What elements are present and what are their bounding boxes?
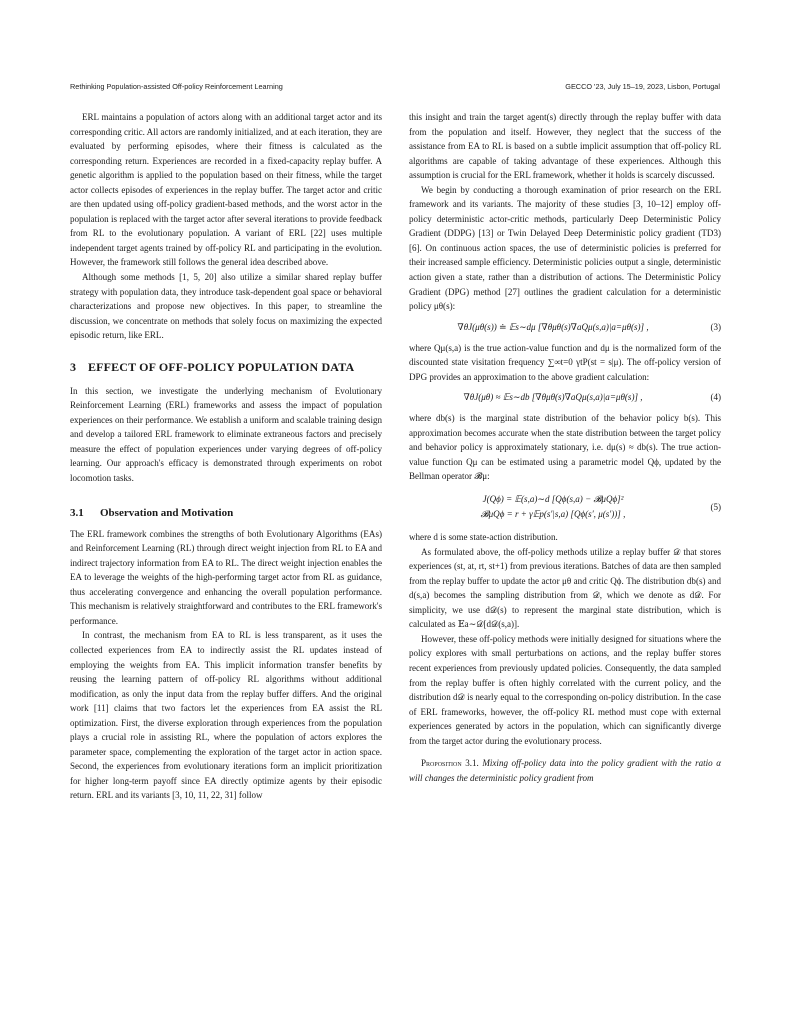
equation-body: ∇θJ(μθ(s)) ≐ 𝔼s∼dμ [∇θμθ(s)∇aQμ(s,a)|a=μθ(s)] ,	[457, 321, 649, 332]
paragraph: In contrast, the mechanism from EA to RL is less transparent, as it uses the collected experiences from EA to indirectly assist the RL updates instead of employing the weights from EA. This implicit information transfer benefits by reusing the learning pattern of off-policy RL algorithms without additional modification, as only the input data from the replay buffer differs. And the original work [11] claims that two factors let the experiences from EA assist the RL optimization. First, the diverse exploration through experiences from the population plays a crucial role in assisting RL, where the population of actors explores the parameter space, complementing the exploration of the target actor in action space. Second, the experiences from evolutionary iterations form an implicit prioritization for higher long-term payoff since EA directly optimize agents by their episodic return. ERL and its variants [3, 10, 11, 22, 31] follow	[70, 630, 382, 801]
paragraph: where Qμ(s,a) is the true action-value function and dμ is the normalized form of the discounted state visitation frequency ∑∞t=0 γtP(st = s|μ). The off-policy version of DPG provides an approximation to the above gradient calculation:	[409, 342, 721, 382]
equation-body	[409, 492, 697, 522]
subsection-heading	[70, 506, 382, 521]
paragraph: ERL maintains a population of actors along with an additional target actor and its corresponding critic. All actors are randomly initialized, and at each iteration, they are evaluated by performing episodes, where their fitness is calculated as the corresponding return. Experiences are recorded in a fixed-capacity replay buffer. A genetic algorithm is applied to the population based on their fitness, while the target actor collects episodes of experiences in the replay buffer. The target actor and critic are then updated using off-policy gradient-based methods, and the worst actor in the population is replaced with the target actor after several iterations to provide feedback from RL to the evolutionary population. A variant of ERL [22] uses multiple independent target agents trained by off-policy RL and participating in the evolution. However, the framework still follows the general idea described above.	[70, 112, 382, 268]
left-column	[70, 110, 382, 803]
paragraph: Although some methods [1, 5, 20] also utilize a similar shared replay buffer strategy with population data, they introduce task-dependent goal space or behavioral characterizations and propose new objectives. In this paper, to streamline the discussion, we concentrate on methods that solely focus on maximizing the expected episodic return, like ERL.	[70, 272, 382, 341]
equation-line: 𝓑μQϕ = r + γ𝔼p(s′|s,a) [Qϕ(s′, μ(s′))] ,	[480, 509, 626, 520]
running-header-title: Rethinking Population-assisted Off-policy Reinforcement Learning	[70, 82, 283, 91]
paragraph: this insight and train the target agent(s) directly through the replay buffer with data from the population and itself. However, they neglect that the success of the assistance from EA to RL is based on a subtle implicit assumption that off-policy RL algorithms are capable of taking advantage of these experiences. Although this assumption is crucial for the ERL framework, whether it holds is scarcely discussed.	[409, 112, 721, 181]
equation-4	[409, 390, 721, 405]
section-title: EFFECT OF OFF-POLICY POPULATION DATA	[88, 359, 355, 374]
running-header-venue: GECCO '23, July 15–19, 2023, Lisbon, Portugal	[565, 82, 720, 91]
subsection-number: 3.1	[70, 506, 84, 519]
paragraph: However, these off-policy methods were initially designed for situations where the policy explores with small perturbations on actions, and the replay buffer stores recent experiences from previously updated policies. Consequently, the data sampled from the replay buffer is often highly correlated with the current policy, and the distribution d𝒟 is nearly equal to the corresponding on-policy distribution. In the case of ERL frameworks, however, the off-policy RL method must cope with external experiences generated by actors in the population, which can significantly diverge from the target actor during the evolutionary process.	[409, 633, 721, 746]
section-number: 3	[70, 359, 77, 374]
proposition	[409, 756, 721, 785]
subsection-title: Observation and Motivation	[100, 506, 234, 519]
right-column	[409, 110, 721, 785]
equation-line: J(Qϕ) = 𝔼(s,a)∼d [Qϕ(s,a) − 𝓑μQϕ]²	[482, 494, 624, 505]
equation-number: (5)	[710, 501, 721, 512]
proposition-label: Proposition 3.1.	[421, 758, 479, 769]
equation-number: (4)	[710, 392, 721, 403]
equation-number: (3)	[710, 321, 721, 332]
paragraph: As formulated above, the off-policy methods utilize a replay buffer 𝒟 that stores experiences (st, at, rt, st+1) from previous iterations. Batches of data are then sampled from the replay buffer to update the actor μθ and critic Qϕ. The distribution db(s) and d(s,a) becomes the sampling distribution from 𝒟, which we denote as d𝒟. For simplicity, we use d𝒟(s) to represent the marginal state distribution, which is calculated as 𝔼a∼𝒟[d𝒟(s,a)].	[409, 546, 721, 630]
paragraph: where d is some state-action distribution.	[409, 532, 558, 543]
paragraph: where db(s) is the marginal state distribution of the behavior policy b(s). This approximation becomes accurate when the state distribution between the target policy and behavior policy is approximately stationary, i.e. dμ(s) ≈ db(s). The true action-value function Qμ can be estimated using a parametric model Qϕ, updated by the Bellman operator 𝓑μ:	[409, 413, 721, 482]
paragraph: We begin by conducting a thorough examination of prior research on the ERL framework and its variants. The majority of these studies [3, 10–12] employ off-policy deterministic actor-critic methods, particularly Deep Deterministic Policy Gradient (DDPG) [13] or Twin Delayed Deep Deterministic policy gradient (TD3) [6]. On continuous action spaces, the use of deterministic policies is preferred for their increased sample efficiency. Deterministic policies output a single, deterministic action given a state, rather than a distribution of actions. The Deterministic Policy Gradient (DPG) method [27] outlines the gradient calculation for a deterministic policy μθ(s):	[409, 184, 721, 312]
proposition-text: Mixing off-policy data into the policy gradient with the ratio α will changes the deterministic policy gradient from	[409, 758, 721, 783]
paragraph: The ERL framework combines the strengths of both Evolutionary Algorithms (EAs) and Reinforcement Learning (RL) through direct weight injection from RL to EA and indirect trajectory information from EA to RL. The direct weight injection enables the EA to leverage the weights of the high-performing target actor from RL as guidance, thus accelerating convergence and enhancing the overall population performance. This mechanism is relatively straightforward and contributes to the ERL framework's performance.	[70, 528, 382, 626]
section-heading	[70, 359, 382, 376]
paragraph: In this section, we investigate the underlying mechanism of Evolutionary Reinforcement Learning (ERL) frameworks and assess the impact of population experiences on their performance. We establish a uniform and scalable training design and develop a tailored ERL framework to eliminate extraneous factors and precisely measure the effect of population experiences under varying degrees of off-policy learning. Our approach's efficacy is demonstrated through experiments on robot locomotion tasks.	[70, 385, 382, 484]
equation-5	[409, 492, 721, 522]
equation-3	[409, 320, 721, 335]
equation-body: ∇θJ(μθ) ≈ 𝔼s∼db [∇θμθ(s)∇aQμ(s,a)|a=μθ(s)] ,	[463, 392, 643, 403]
